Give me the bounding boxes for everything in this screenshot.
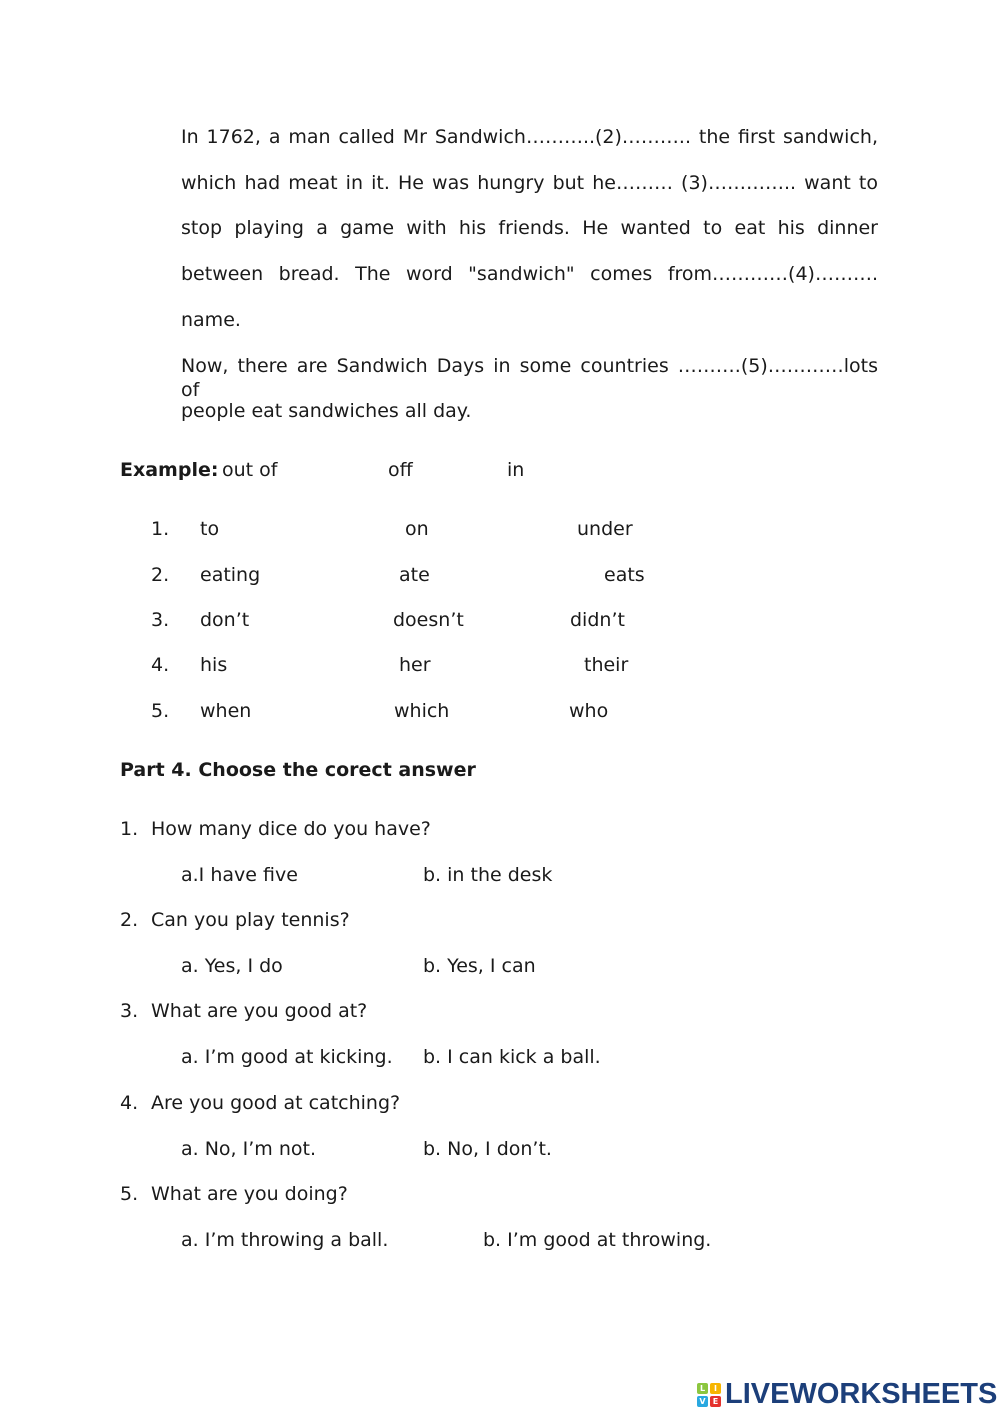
example-option: off (388, 459, 413, 481)
logo-tile: L (697, 1383, 708, 1394)
question-text: How many dice do you have? (151, 818, 431, 840)
choice-number: 5. (151, 700, 170, 722)
passage-line: which had meat in it. He was hungry but he……… (3)………….. want to (181, 172, 878, 194)
choice-option: eating (200, 564, 261, 586)
logo-tile: E (710, 1396, 721, 1407)
liveworksheets-logo (697, 1378, 997, 1411)
answer-b: b. No, I don’t. (423, 1138, 552, 1160)
passage-line: people eat sandwiches all day. (181, 400, 472, 422)
logo-text: LIVEWORKSHEETS (725, 1378, 998, 1410)
answer-a: a. I’m throwing a ball. (181, 1229, 389, 1251)
question-number: 2. (120, 909, 139, 931)
choice-option: her (399, 654, 431, 676)
choice-option: when (200, 700, 252, 722)
logo-tile: I (710, 1383, 721, 1394)
answer-a: a. No, I’m not. (181, 1138, 316, 1160)
passage-line: between bread. The word "sandwich" comes from…………(4)………. (181, 263, 878, 285)
choice-option: ate (399, 564, 430, 586)
choice-number: 2. (151, 564, 170, 586)
part4-title: Part 4. Choose the corect answer (120, 759, 476, 781)
example-option: in (507, 459, 525, 481)
answer-a: a. I’m good at kicking. (181, 1046, 393, 1068)
choice-option: eats (604, 564, 645, 586)
choice-number: 1. (151, 518, 170, 540)
choice-option: don’t (200, 609, 250, 631)
answer-b: b. Yes, I can (423, 955, 536, 977)
question-text: What are you doing? (151, 1183, 348, 1205)
answer-b: b. I can kick a ball. (423, 1046, 601, 1068)
answer-a: a.I have five (181, 864, 298, 886)
choice-option: didn’t (570, 609, 625, 631)
passage-line: stop playing a game with his friends. He wanted to eat his dinner (181, 217, 878, 239)
example-option: out of (222, 459, 278, 481)
choice-option: which (394, 700, 450, 722)
example-label: Example: (120, 459, 219, 481)
passage-line: name. (181, 309, 241, 331)
answer-b: b. I’m good at throwing. (483, 1229, 712, 1251)
question-text: What are you good at? (151, 1000, 368, 1022)
choice-option: his (200, 654, 228, 676)
choice-option: under (577, 518, 633, 540)
choice-option: doesn’t (393, 609, 464, 631)
question-text: Can you play tennis? (151, 909, 350, 931)
question-text: Are you good at catching? (151, 1092, 401, 1114)
passage-line: In 1762, a man called Mr Sandwich………..(2)……….. the first sandwich, (181, 126, 878, 148)
question-number: 5. (120, 1183, 139, 1205)
answer-b: b. in the desk (423, 864, 553, 886)
question-number: 4. (120, 1092, 139, 1114)
choice-option: their (584, 654, 629, 676)
choice-option: who (569, 700, 609, 722)
choice-option: on (405, 518, 429, 540)
question-number: 1. (120, 818, 139, 840)
choice-number: 3. (151, 609, 170, 631)
choice-option: to (200, 518, 220, 540)
question-number: 3. (120, 1000, 139, 1022)
passage-line: Now, there are Sandwich Days in some countries ……….(5)…………lots of (181, 355, 878, 401)
choice-number: 4. (151, 654, 170, 676)
answer-a: a. Yes, I do (181, 955, 283, 977)
logo-tile: V (697, 1396, 708, 1407)
logo-tiles-icon (697, 1383, 721, 1407)
